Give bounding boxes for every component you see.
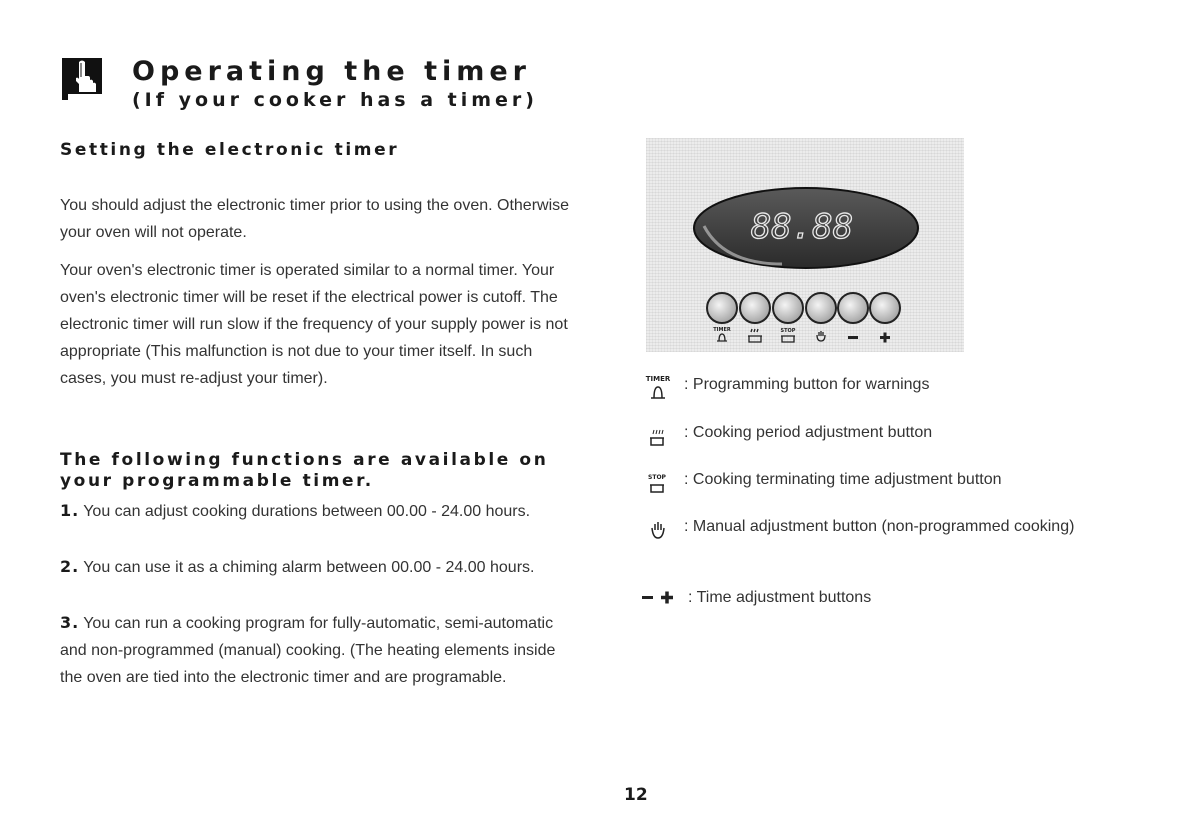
paragraph-adjust-timer: You should adjust the electronic timer prior to using the oven. Otherwise your oven will not operate. <box>60 197 570 241</box>
display-digits: 88.88 <box>750 207 854 247</box>
bell-icon <box>640 374 684 402</box>
hand-icon <box>640 516 684 544</box>
timer-panel-drawing <box>646 138 964 352</box>
list-item <box>60 553 570 581</box>
legend-item-time-adjust <box>640 587 871 615</box>
pot-stop-icon <box>640 469 684 497</box>
legend-item-cooking-period <box>640 422 932 450</box>
legend-icon-label: STOP <box>648 474 666 481</box>
legend-text: : Time adjustment buttons <box>688 589 872 606</box>
stop-label: STOP <box>780 328 796 334</box>
legend-text: : Manual adjustment button (non-programmed cooking) <box>684 518 1075 535</box>
legend-item-manual <box>640 516 1079 544</box>
hand-icon <box>817 331 825 341</box>
minus-button[interactable] <box>838 293 868 323</box>
plus-button[interactable] <box>870 293 900 323</box>
pot-steam-icon <box>640 422 684 450</box>
manual-button[interactable] <box>806 293 836 323</box>
page-title: Operating the timer <box>132 56 532 87</box>
legend-item-stop <box>640 469 1002 497</box>
legend-text: : Programming button for warnings <box>684 376 930 393</box>
list-item <box>60 497 570 525</box>
legend-item-timer <box>640 374 929 402</box>
list-item <box>60 609 575 691</box>
cooking-period-button[interactable] <box>740 293 770 323</box>
pot-stop-icon <box>781 336 795 342</box>
timer-buttons <box>707 293 900 323</box>
minus-icon <box>848 336 858 339</box>
list-item-text: You can run a cooking program for fully-automatic, semi-automatic and non-programmed (manual) cooking. (The heating elements inside the oven are tied into the electronic timer and are programable. <box>60 615 556 686</box>
list-item-number: 3. <box>60 613 80 632</box>
list-item-number: 1. <box>60 501 80 520</box>
minus-plus-icon <box>640 587 684 615</box>
section-heading-functions: The following functions are available on your programmable timer. <box>60 450 549 491</box>
plus-icon <box>880 333 890 343</box>
legend-icon-label: TIMER <box>645 375 671 383</box>
list-item-number: 2. <box>60 557 80 576</box>
list-item-text: You can use it as a chiming alarm between 00.00 - 24.00 hours. <box>83 559 535 576</box>
timer-display <box>694 188 918 268</box>
list-item-text: You can adjust cooking durations between 00.00 - 24.00 hours. <box>83 503 531 520</box>
timer-button[interactable] <box>707 293 737 323</box>
bell-icon <box>717 334 727 341</box>
page-subtitle: (If your cooker has a timer) <box>132 89 538 111</box>
pot-steam-icon <box>748 336 762 342</box>
section-heading-setting-timer: Setting the electronic timer <box>60 140 400 160</box>
timer-label: TIMER <box>713 327 731 333</box>
hand-pointing-icon <box>62 54 102 100</box>
button-symbols <box>713 327 890 343</box>
legend-text: : Cooking terminating time adjustment button <box>684 471 1002 488</box>
steam-lines <box>751 329 758 332</box>
page-number: 12 <box>624 785 648 805</box>
legend-text: : Cooking period adjustment button <box>684 424 933 441</box>
stop-button[interactable] <box>773 293 803 323</box>
timer-panel-illustration <box>646 138 964 352</box>
paragraph-timer-behaviour: Your oven's electronic timer is operated similar to a normal timer. Your oven's electronic timer will be reset if the electrical power is cutoff. The electronic timer will run slow if the frequency of your supply power is not appropriate (This malfunction is not due to your timer itself. In such cases, you must re-adjust your timer). <box>60 262 568 387</box>
